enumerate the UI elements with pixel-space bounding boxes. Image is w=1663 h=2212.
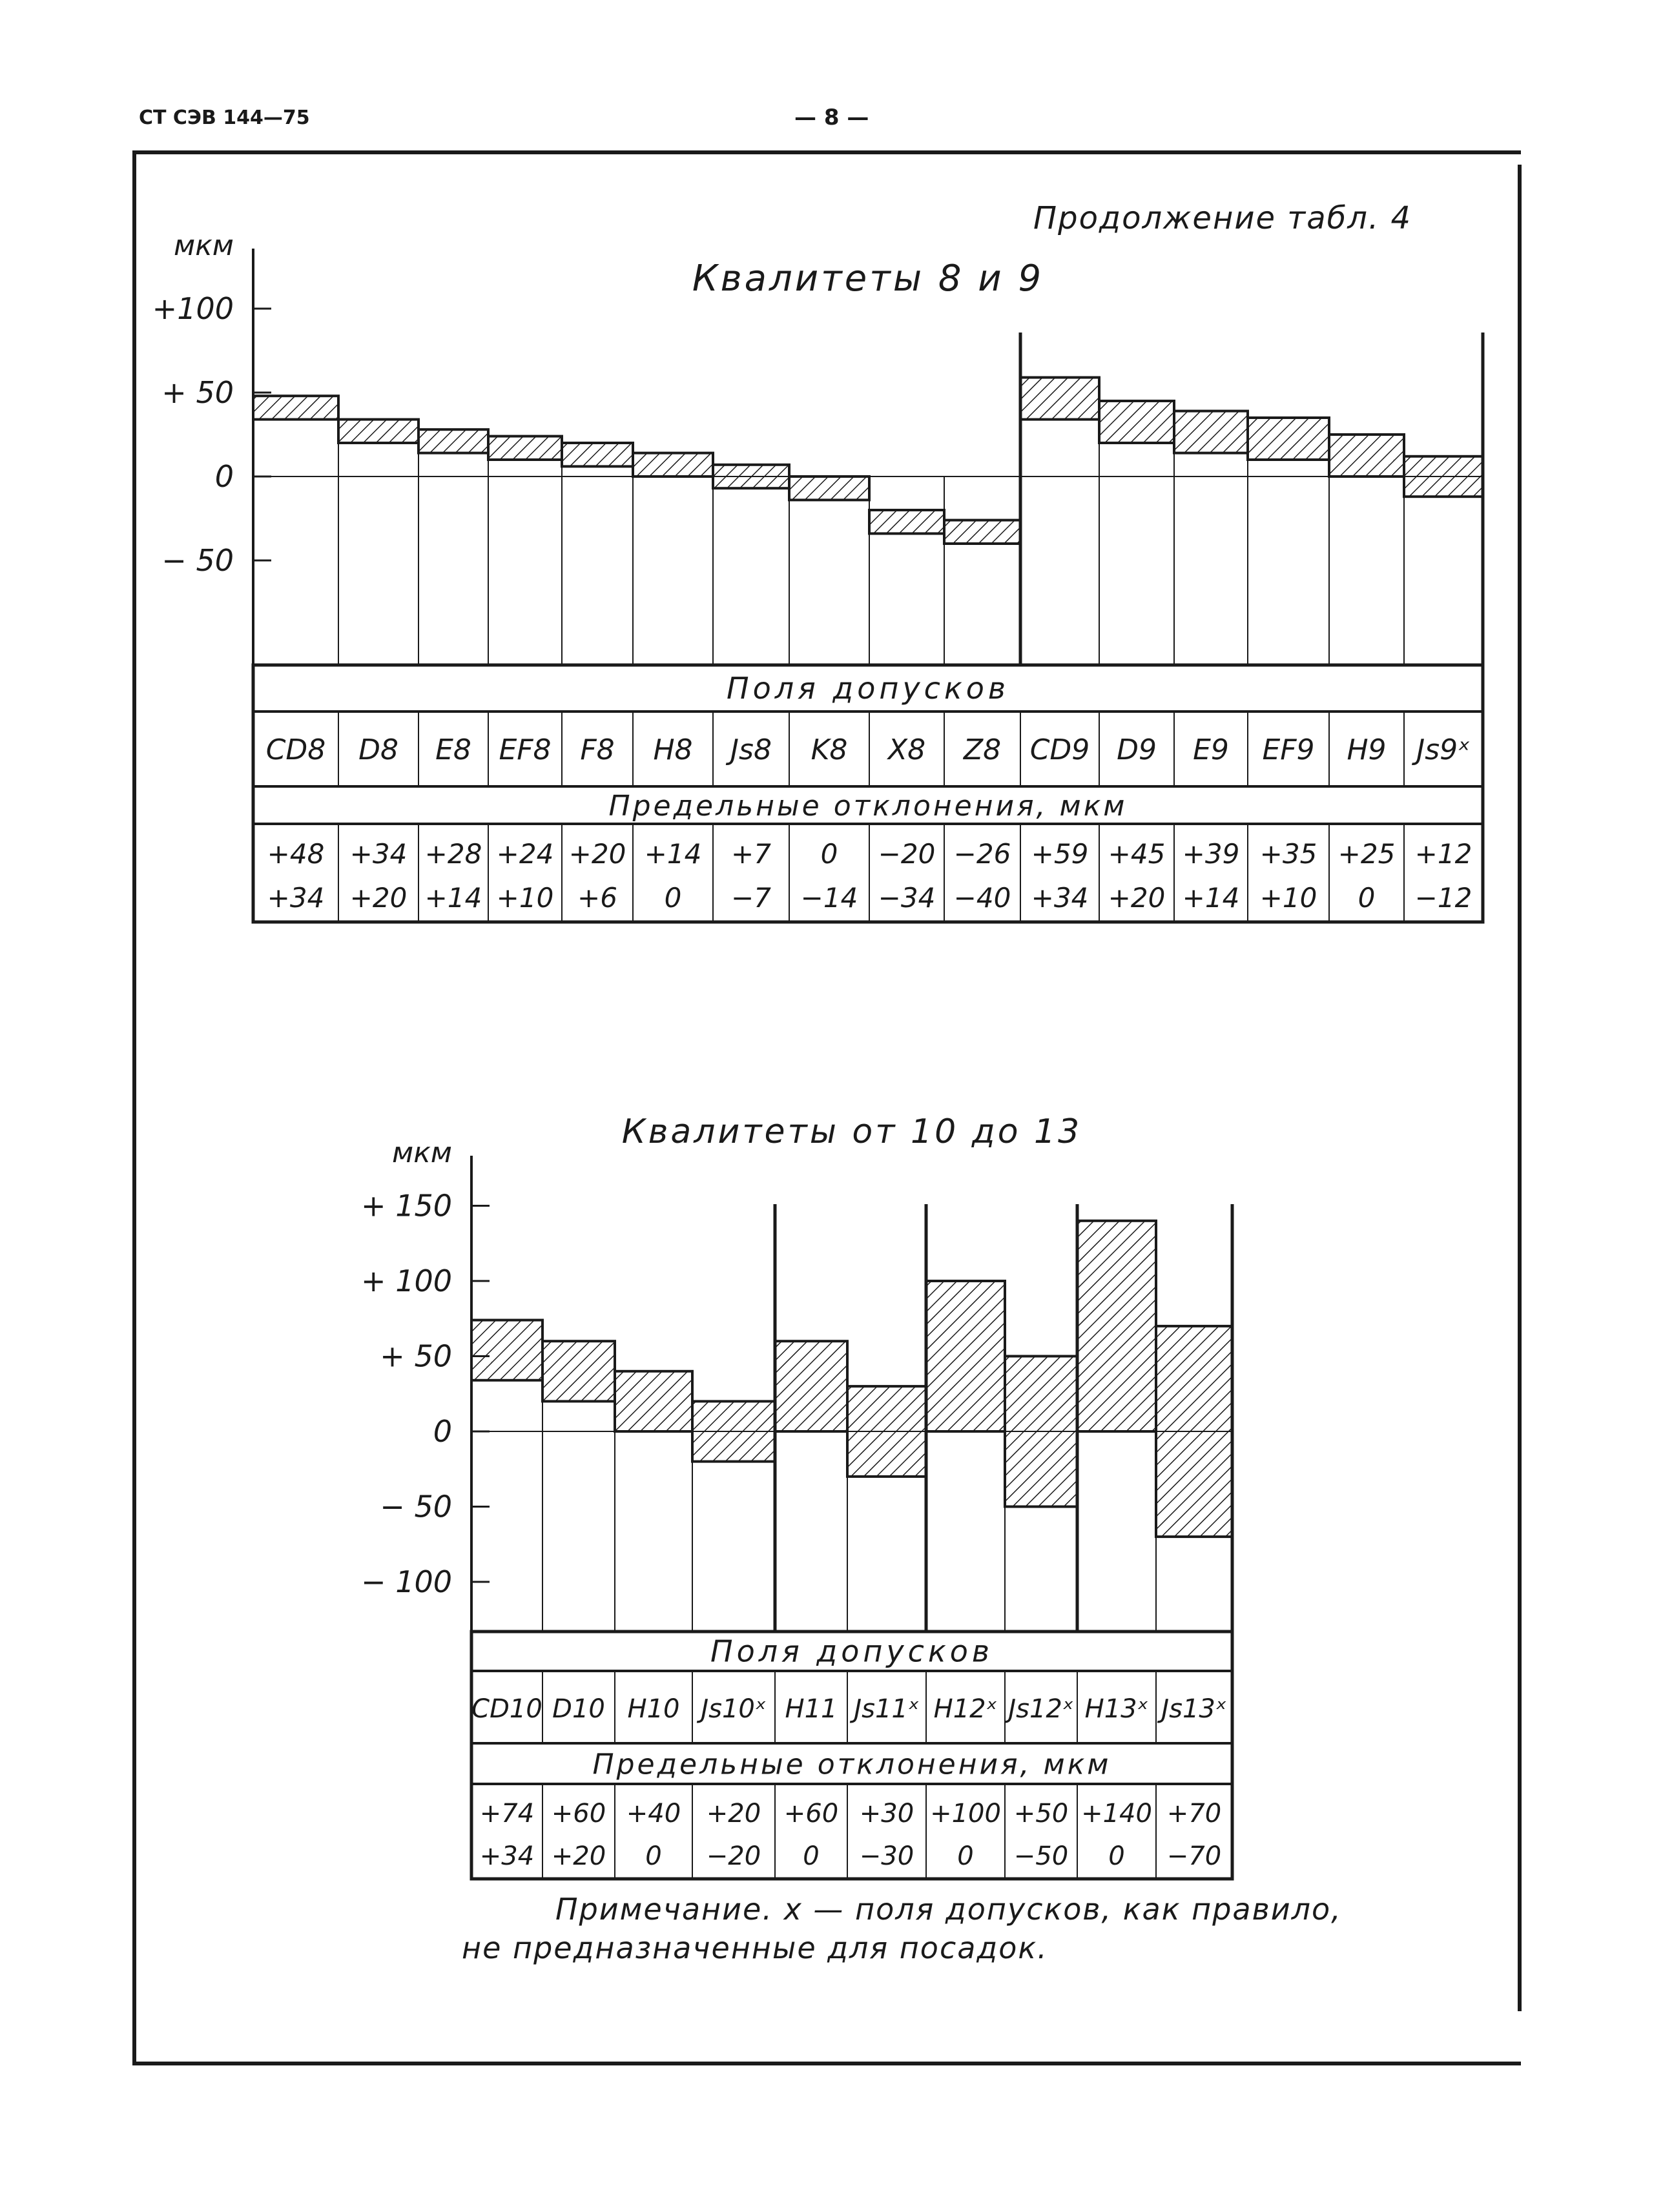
- category-label: CD10: [471, 1694, 542, 1724]
- y-tick-label: 0: [433, 1414, 452, 1449]
- upper-deviation-label: 0: [820, 837, 838, 870]
- chart-title: Квалитеты 8 и 9: [692, 258, 1044, 300]
- upper-deviation-label: +40: [626, 1798, 681, 1828]
- y-tick-label: + 50: [380, 1338, 452, 1374]
- y-tick-label: + 100: [361, 1264, 452, 1298]
- y-tick-label: + 50: [161, 375, 234, 410]
- category-label: K8: [811, 733, 848, 766]
- upper-deviation-label: +30: [859, 1798, 914, 1828]
- upper-deviation-label: +100: [930, 1798, 1001, 1828]
- upper-deviation-label: +24: [496, 837, 554, 870]
- lower-deviation-label: +34: [267, 882, 325, 914]
- category-label: H13ˣ: [1084, 1694, 1149, 1724]
- lower-deviation-label: −50: [1013, 1841, 1069, 1871]
- upper-deviation-label: +28: [424, 837, 482, 870]
- category-label: Js8: [730, 733, 772, 766]
- upper-deviation-label: +7: [731, 837, 771, 870]
- tolerance-field-bar: [542, 1341, 615, 1401]
- lower-deviation-label: 0: [664, 882, 682, 914]
- category-label: EF9: [1262, 733, 1315, 766]
- lower-deviation-label: 0: [1358, 882, 1376, 914]
- category-label: H11: [785, 1694, 838, 1724]
- tolerance-field-bar: [692, 1401, 775, 1461]
- lower-deviation-label: −34: [878, 882, 936, 914]
- tolerance-field-bar: [847, 1386, 926, 1477]
- page-number: — 8 —: [794, 105, 869, 130]
- lower-deviation-label: +14: [424, 882, 482, 914]
- footnote-line-2: не предназначенные для посадок.: [462, 1930, 1048, 1965]
- upper-deviation-label: +60: [551, 1798, 606, 1828]
- tolerance-fields-heading: Поля допусков: [726, 671, 1010, 706]
- standard-code: СТ СЭВ 144—75: [139, 107, 310, 129]
- category-label: Js13ˣ: [1161, 1694, 1227, 1724]
- y-axis-unit-label: мкм: [392, 1136, 452, 1169]
- category-label: Js12ˣ: [1008, 1694, 1074, 1724]
- lower-deviation-label: −70: [1166, 1841, 1222, 1871]
- lower-deviation-label: 0: [645, 1841, 662, 1871]
- y-tick-label: 0: [214, 459, 234, 494]
- lower-deviation-label: −14: [800, 882, 858, 914]
- lower-deviation-label: 0: [803, 1841, 820, 1871]
- lower-deviation-label: 0: [957, 1841, 974, 1871]
- upper-deviation-label: +35: [1259, 837, 1317, 870]
- category-label: Js11ˣ: [854, 1694, 920, 1724]
- table-continuation-label: Продолжение табл. 4: [1033, 200, 1412, 236]
- category-label: H8: [653, 733, 693, 766]
- upper-deviation-label: +25: [1338, 837, 1396, 870]
- footnote-line-1: Примечание. х — поля допусков, как правило,: [555, 1892, 1342, 1927]
- y-axis-unit-label: мкм: [174, 229, 234, 262]
- upper-deviation-label: +20: [568, 837, 626, 870]
- lower-deviation-label: +20: [1108, 882, 1166, 914]
- lower-deviation-label: −7: [731, 882, 771, 914]
- lower-deviation-label: −12: [1414, 882, 1472, 914]
- upper-deviation-label: +34: [349, 837, 408, 870]
- lower-deviation-label: +20: [349, 882, 408, 914]
- lower-deviation-label: +10: [496, 882, 554, 914]
- upper-deviation-label: +70: [1166, 1798, 1222, 1828]
- category-label: D9: [1117, 733, 1157, 766]
- upper-deviation-label: −20: [878, 837, 936, 870]
- tolerance-field-bar: [471, 1320, 542, 1380]
- upper-deviation-label: +74: [479, 1798, 535, 1828]
- y-tick-label: − 50: [161, 543, 234, 578]
- tolerance-field-bar: [1156, 1326, 1232, 1537]
- category-label: H10: [627, 1694, 680, 1724]
- lower-deviation-label: +14: [1182, 882, 1240, 914]
- lower-deviation-label: +34: [479, 1841, 535, 1871]
- lower-deviation-label: +34: [1031, 882, 1089, 914]
- chart-title: Квалитеты от 10 до 13: [621, 1112, 1082, 1151]
- tolerance-field-bar: [615, 1371, 692, 1431]
- lower-deviation-label: +6: [577, 882, 617, 914]
- y-tick-label: − 100: [361, 1564, 452, 1599]
- upper-deviation-label: +20: [706, 1798, 761, 1828]
- upper-deviation-label: +48: [267, 837, 325, 870]
- lower-deviation-label: 0: [1108, 1841, 1125, 1871]
- upper-deviation-label: +60: [783, 1798, 839, 1828]
- upper-deviation-label: +45: [1108, 837, 1166, 870]
- upper-deviation-label: +39: [1182, 837, 1240, 870]
- lower-deviation-label: −30: [859, 1841, 914, 1871]
- category-label: Js10ˣ: [701, 1694, 767, 1724]
- category-label: Z8: [963, 733, 1002, 766]
- lower-deviation-label: −40: [953, 882, 1011, 914]
- deviations-heading: Предельные отклонения, мкм: [608, 790, 1128, 823]
- frame-bottom-rule: [132, 2062, 1521, 2065]
- category-label: F8: [580, 733, 615, 766]
- category-label: CD9: [1029, 733, 1090, 766]
- tolerance-field-bar: [775, 1341, 847, 1431]
- upper-deviation-label: +140: [1081, 1798, 1152, 1828]
- tolerance-field-bar: [1077, 1221, 1156, 1431]
- category-label: CD8: [265, 733, 326, 766]
- deviations-heading: Предельные отклонения, мкм: [592, 1748, 1111, 1781]
- category-label: D8: [358, 733, 398, 766]
- category-label: E8: [435, 733, 471, 766]
- y-tick-label: − 50: [380, 1489, 452, 1524]
- tolerance-field-bar: [926, 1281, 1005, 1431]
- upper-deviation-label: +59: [1031, 837, 1089, 870]
- tolerance-fields-heading: Поля допусков: [710, 1633, 994, 1669]
- upper-deviation-label: −26: [953, 837, 1011, 870]
- y-tick-label: +100: [152, 291, 234, 326]
- tolerance-field-bar: [1005, 1357, 1077, 1507]
- category-label: EF8: [499, 733, 552, 766]
- lower-deviation-label: +20: [551, 1841, 606, 1871]
- category-label: D10: [552, 1694, 605, 1724]
- category-label: H9: [1347, 733, 1387, 766]
- category-label: Js9ˣ: [1416, 733, 1471, 766]
- category-label: H12ˣ: [933, 1694, 998, 1724]
- category-label: X8: [887, 733, 926, 766]
- lower-deviation-label: +10: [1259, 882, 1317, 914]
- lower-deviation-label: −20: [706, 1841, 761, 1871]
- category-label: E9: [1193, 733, 1229, 766]
- upper-deviation-label: +50: [1013, 1798, 1069, 1828]
- y-tick-label: + 150: [361, 1188, 452, 1224]
- upper-deviation-label: +12: [1414, 837, 1472, 870]
- upper-deviation-label: +14: [644, 837, 702, 870]
